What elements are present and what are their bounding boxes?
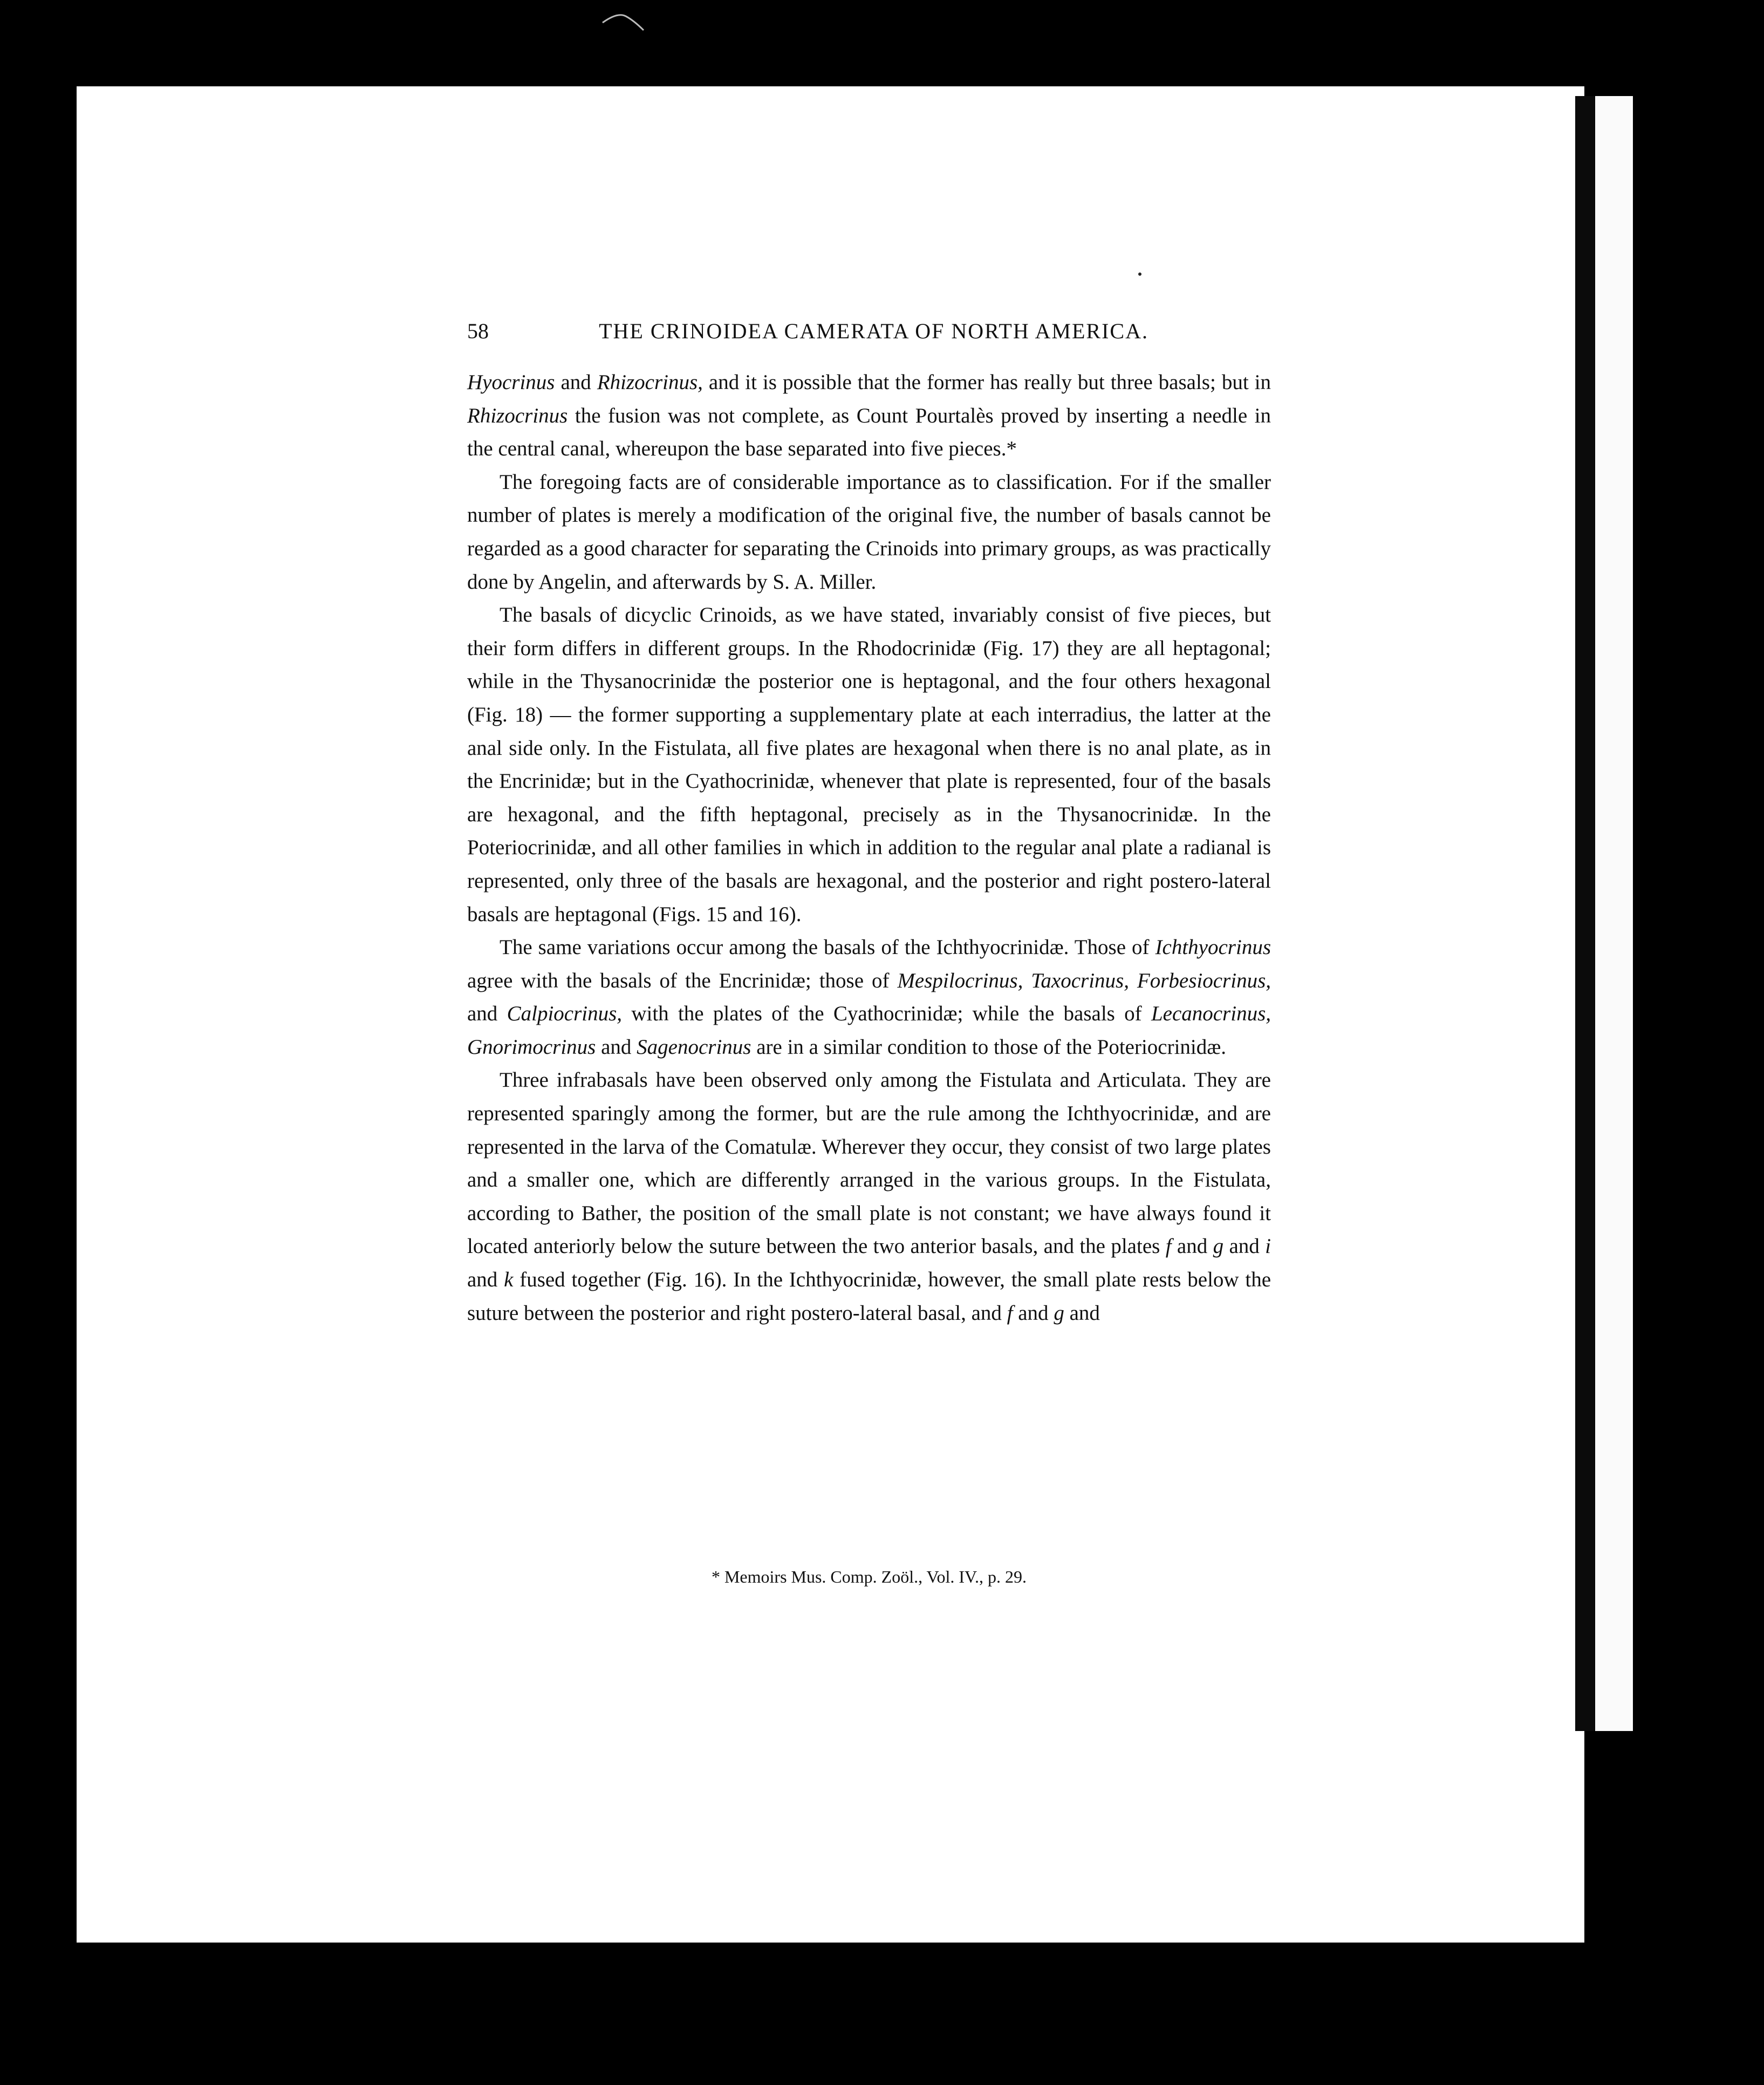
text-run: and bbox=[596, 1035, 637, 1059]
body-text bbox=[467, 366, 1271, 1330]
text-run: and bbox=[467, 1268, 504, 1292]
page-fold-edge bbox=[1575, 96, 1595, 1731]
italic-term: k bbox=[504, 1268, 514, 1292]
text-run: The basals of dicyclic Crinoids, as we have stated, invariably consist of five pieces, but their form differs in different groups. In the Rhodocrinidæ (Fig. 17) they are all heptagonal; while in the Thysanocrinidæ the posterior one is heptagonal, and the four others hexagonal (Fig. 18) — the former supporting a supplementary plate at each interradius, the latter at the anal side only. In the Fistulata, all five plates are hexagonal when there is no anal plate, as in the Encrinidæ; but in the Cyathocrinidæ, whenever that plate is represented, four of the basals are hexagonal, and the fifth heptagonal, precisely as in the Thysanocrinidæ. In the Poteriocrinidæ, and all other families in which in addition to the regular anal plate a radianal is represented, only three of the basals are hexagonal, and the posterior and right postero-lateral basals are heptagonal (Figs. 15 and 16). bbox=[467, 603, 1271, 926]
italic-term: Hyocrinus bbox=[467, 371, 555, 394]
text-run: and bbox=[467, 1002, 507, 1026]
text-run: The foregoing facts are of considerable importance as to classification. For if the smaller number of plates is merely a modification of the original five, the number of basals cannot be regarded as a good character for separating the Crinoids into primary groups, as was practically done by Angelin, and afterwards by S. A. Miller. bbox=[467, 470, 1271, 594]
paragraph-p2 bbox=[467, 466, 1271, 598]
scan-speck bbox=[1138, 272, 1141, 276]
text-run: and bbox=[1223, 1235, 1266, 1258]
page-number: 58 bbox=[467, 319, 489, 343]
text-run: and bbox=[555, 371, 597, 394]
italic-term: f bbox=[1007, 1301, 1013, 1325]
text-run: are in a similar condition to those of the Poteriocrinidæ. bbox=[751, 1035, 1227, 1059]
running-title: THE CRINOIDEA CAMERATA OF NORTH AMERICA. bbox=[599, 319, 1148, 343]
italic-term: Rhizocrinus, bbox=[597, 371, 703, 394]
italic-term: Lecanocrinus, Gnorimocrinus bbox=[467, 1002, 1271, 1059]
text-run: the fusion was not complete, as Count Pourtalès proved by inserting a needle in the central canal, whereupon the base separated into five pieces.* bbox=[467, 404, 1271, 461]
text-run: The same variations occur among the basals of the Ichthyocrinidæ. Those of bbox=[500, 936, 1156, 959]
footnote: * Memoirs Mus. Comp. Zoöl., Vol. IV., p. 29. bbox=[711, 1567, 1027, 1586]
text-run: and bbox=[1064, 1301, 1100, 1325]
scan-bottom-border bbox=[453, 1943, 1629, 1972]
paragraph-p3 bbox=[467, 598, 1271, 931]
text-run: agree with the basals of the Encrinidæ; those of bbox=[467, 969, 898, 992]
text-run: and bbox=[1013, 1301, 1054, 1325]
paragraph-p4 bbox=[467, 931, 1271, 1064]
text-run: Three infrabasals have been observed only among the Fistulata and Articulata. They are represented sparingly among the former, but are the rule among the Ichthyocrinidæ, and are represented in the larva of the Comatulæ. Wherever they occur, they consist of two large plates and a smaller one, which are differently arranged in the various groups. In the Fistulata, according to Bather, the position of the small plate is not constant; we have always found it located anteriorly below the suture between the two anterior basals, and the plates bbox=[467, 1068, 1271, 1258]
text-run: and it is possible that the former has really but three basals; but in bbox=[702, 371, 1271, 394]
italic-term: g bbox=[1213, 1235, 1224, 1258]
italic-term: Ichthyocrinus bbox=[1155, 936, 1271, 959]
italic-term: f bbox=[1165, 1235, 1172, 1258]
text-run: with the plates of the Cyathocrinidæ; while the basals of bbox=[622, 1002, 1151, 1026]
scan-artifact-stroke bbox=[601, 11, 645, 32]
text-run: and bbox=[1171, 1235, 1213, 1258]
italic-term: Sagenocrinus bbox=[637, 1035, 751, 1059]
italic-term: Mespilocrinus, Taxocrinus, Forbesiocrinus, bbox=[897, 969, 1271, 992]
italic-term: g bbox=[1054, 1301, 1064, 1325]
paragraph-p5 bbox=[467, 1064, 1271, 1330]
italic-term: Calpiocrinus, bbox=[507, 1002, 623, 1026]
italic-term: i bbox=[1265, 1235, 1271, 1258]
text-run: fused together (Fig. 16). In the Ichthyocrinidæ, however, the small plate rests below the suture between the posterior and right postero-lateral basal, and bbox=[467, 1268, 1271, 1325]
adjacent-page-edge bbox=[1595, 96, 1633, 1731]
italic-term: Rhizocrinus bbox=[467, 404, 568, 427]
paragraph-p1 bbox=[467, 366, 1271, 466]
